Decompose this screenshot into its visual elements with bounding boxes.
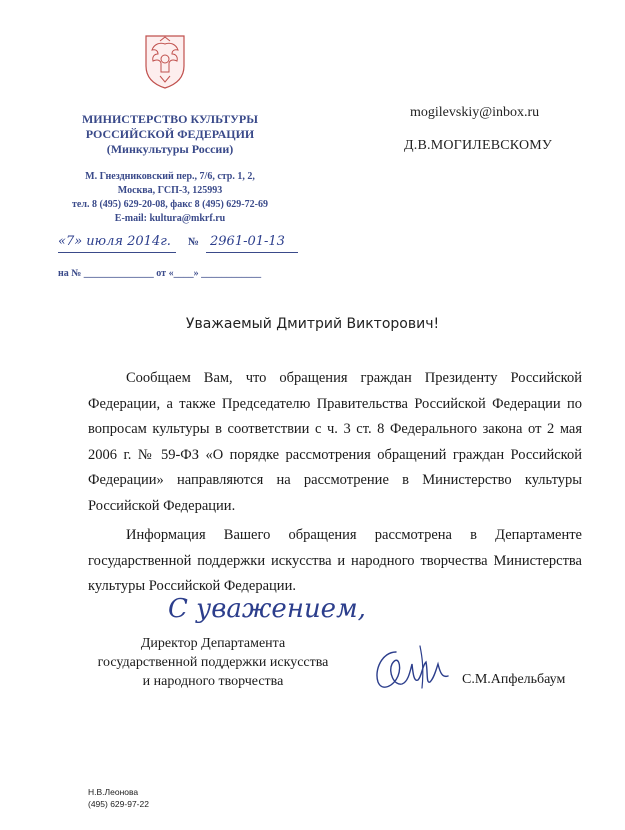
body-paragraph-2: Информация Вашего обращения рассмотрена в Департаменте государственной поддержки искусства и народного творчества Министерства культуры Российской Федерации.	[88, 527, 582, 594]
ministry-name-line1: МИНИСТЕРСТВО КУЛЬТУРЫ	[81, 112, 259, 126]
address-phone-fax: тел. 8 (495) 629-20-08, факс 8 (495) 629-72-69	[72, 199, 268, 210]
executor-phone: (495) 629-97-22	[88, 799, 149, 809]
regards-handwritten: С уважением,	[168, 594, 366, 624]
recipient-name: Д.В.МОГИЛЕВСКОМУ	[404, 138, 553, 153]
ministry-name-block	[70, 112, 270, 157]
body-paragraph-1: Сообщаем Вам, что обращения граждан Президенту Российской Федерации, а также Председателю Правительства Российской Федерации по вопросам культуры в соответствии с ч. 3 ст. 8 Федерального закона от 2 мая 2006 г. № 59-ФЗ «О порядке рассмотрения обращений граждан Российской Федерации» направляются на рассмотрение в Министерство культуры Российской Федерации.	[88, 370, 582, 514]
executor-info	[88, 786, 149, 810]
recipient-email: mogilevskiy@inbox.ru	[410, 105, 540, 120]
reference-line: на № ______________ от «____» ____________	[58, 268, 262, 279]
handwritten-signature-icon	[368, 642, 454, 694]
signer-title-line1: Директор Департамента	[140, 636, 286, 651]
signer-title-line2: государственной поддержки искусства	[97, 655, 329, 670]
ministry-address-block	[70, 170, 270, 226]
date-handwritten: «7» июля 2014г.	[58, 234, 171, 249]
address-line1: М. Гнездниковский пер., 7/6, стр. 1, 2,	[85, 171, 255, 182]
number-underline	[206, 252, 298, 253]
signer-name: С.М.Апфельбаум	[462, 672, 566, 687]
executor-name: Н.В.Леонова	[88, 787, 139, 797]
salutation: Уважаемый Дмитрий Викторович!	[185, 316, 440, 332]
ministry-name-line2: РОССИЙСКОЙ ФЕДЕРАЦИИ	[85, 127, 255, 141]
number-handwritten: 2961-01-13	[210, 234, 285, 249]
russian-coat-of-arms-icon	[140, 32, 190, 90]
date-underline	[58, 252, 176, 253]
signer-title-line3: и народного творчества	[142, 674, 284, 689]
signer-title	[90, 634, 336, 691]
date-number-line	[58, 234, 288, 256]
letter-body	[88, 366, 582, 600]
address-email: E-mail: kultura@mkrf.ru	[114, 213, 226, 224]
ministry-short-name: (Минкультуры России)	[106, 142, 234, 156]
address-line2: Москва, ГСП-3, 125993	[117, 185, 223, 196]
number-label: №	[188, 236, 200, 248]
